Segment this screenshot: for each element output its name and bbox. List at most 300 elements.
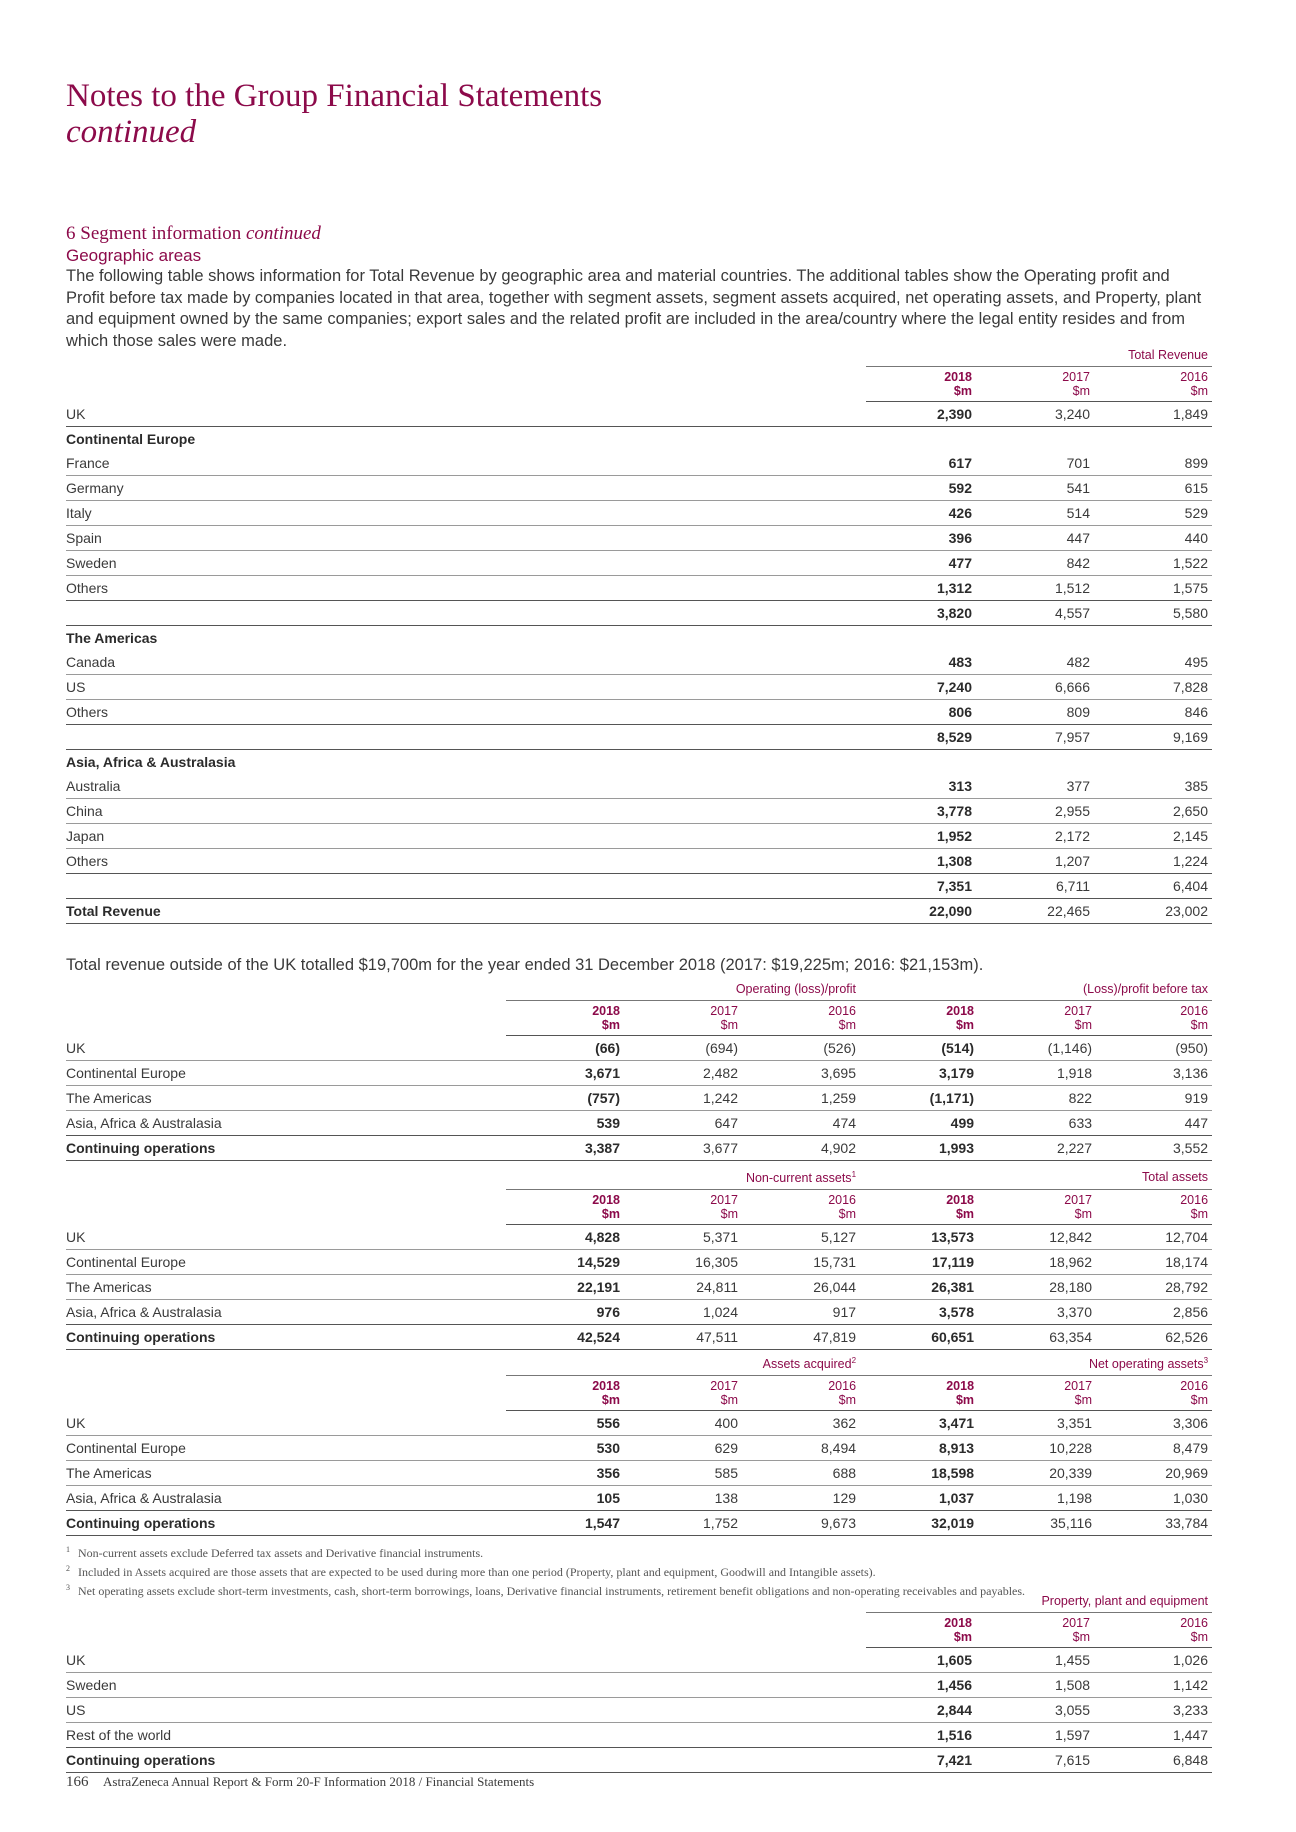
year-label: 2018 <box>592 1193 620 1208</box>
unit-label: $m <box>601 1393 620 1408</box>
cell-value: 615 <box>1094 476 1212 501</box>
year-label: 2016 <box>828 1004 857 1018</box>
cell-value: 62,526 <box>1096 1325 1212 1350</box>
table-row <box>66 774 1212 799</box>
cell-value: 3,370 <box>978 1300 1096 1325</box>
cell-value: (526) <box>742 1036 860 1061</box>
footnote-text: Net operating assets exclude short-term investments, cash, short-term borrowings, loans, Derivative financial instruments, retirement benefit obligations and non-operating receivables and payables. <box>78 1584 1026 1598</box>
cell-value: 2,390 <box>866 402 976 427</box>
group-label <box>860 1164 1212 1190</box>
cell-value: 3,820 <box>866 601 976 626</box>
table-row <box>66 1300 1212 1325</box>
footer-text: AstraZeneca Annual Report & Form 20-F Information 2018 / Financial Statements <box>103 1774 535 1789</box>
year-label: 2016 <box>1180 1616 1209 1630</box>
profit-table <box>66 978 1212 1161</box>
unit-label: $m <box>1072 1630 1090 1644</box>
cell-value: 362 <box>742 1411 860 1436</box>
cell-value: 647 <box>624 1111 742 1136</box>
year-label: 2016 <box>1180 370 1209 384</box>
row-label: France <box>66 451 866 476</box>
group-header-row <box>66 1164 1212 1190</box>
table-row <box>66 700 1212 725</box>
table-row <box>66 874 1212 899</box>
blank-cell <box>66 344 866 367</box>
cell-value: 3,387 <box>506 1136 624 1161</box>
page-title-main: Notes to the Group Financial Statements <box>66 78 603 114</box>
cell-value: 1,547 <box>506 1511 624 1536</box>
cell-value: 5,127 <box>742 1225 860 1250</box>
row-label: UK <box>66 1411 506 1436</box>
cell-value: 3,671 <box>506 1061 624 1086</box>
row-label: Continental Europe <box>66 1250 506 1275</box>
row-label: Asia, Africa & Australasia <box>66 1300 506 1325</box>
year-label: 2018 <box>946 1379 975 1394</box>
cell-value: 4,902 <box>742 1136 860 1161</box>
region-heading-row <box>66 626 1212 651</box>
cell-value: 26,044 <box>742 1275 860 1300</box>
cell-value: 396 <box>866 526 976 551</box>
region-heading-row <box>66 427 1212 452</box>
cell-value: 1,993 <box>860 1136 978 1161</box>
footnote-mark: 2 <box>851 1356 857 1365</box>
cell-value: 2,172 <box>976 824 1094 849</box>
cell-value: 2,482 <box>624 1061 742 1086</box>
group-label-text: Non-current assets <box>745 1171 852 1186</box>
year-label: 2017 <box>1064 1193 1093 1208</box>
cell-value: (1,146) <box>978 1036 1096 1061</box>
footnote <box>66 1542 1216 1561</box>
cell-value: 377 <box>976 774 1094 799</box>
table-row <box>66 1723 1212 1748</box>
row-label <box>66 601 866 626</box>
table-row <box>66 1511 1212 1536</box>
year-header <box>978 1190 1096 1225</box>
table-row <box>66 501 1212 526</box>
cell-value: 1,207 <box>976 849 1094 874</box>
region-heading: Asia, Africa & Australasia <box>66 754 236 770</box>
row-label: Continental Europe <box>66 1436 506 1461</box>
revenue-table <box>66 344 1212 924</box>
cell-value: 1,030 <box>1096 1486 1212 1511</box>
table-row <box>66 725 1212 750</box>
region-heading-row <box>66 750 1212 775</box>
cell-value: 3,552 <box>1096 1136 1212 1161</box>
cell-value: 3,578 <box>860 1300 978 1325</box>
cell-value: 22,090 <box>866 899 976 924</box>
cell-value: 22,465 <box>976 899 1094 924</box>
year-header <box>866 1613 976 1648</box>
unit-label: $m <box>720 1018 738 1032</box>
table-row <box>66 526 1212 551</box>
table-row <box>66 476 1212 501</box>
year-header <box>624 1190 742 1225</box>
cell-value: 7,828 <box>1094 675 1212 700</box>
cell-value: 8,479 <box>1096 1436 1212 1461</box>
cell-value: 529 <box>1094 501 1212 526</box>
group-header-row <box>66 344 1212 367</box>
cell-value: 617 <box>866 451 976 476</box>
table-row <box>66 1486 1212 1511</box>
table-row <box>66 1436 1212 1461</box>
blank-cell <box>66 1350 506 1376</box>
cell-value: 3,677 <box>624 1136 742 1161</box>
cell-value: 482 <box>976 650 1094 675</box>
table-row <box>66 1461 1212 1486</box>
year-header-row <box>66 1001 1212 1036</box>
table-row <box>66 402 1212 427</box>
year-label: 2017 <box>1062 1616 1090 1630</box>
row-label: UK <box>66 1225 506 1250</box>
cell-value: 2,145 <box>1094 824 1212 849</box>
row-label <box>66 725 866 750</box>
cell-value: 5,371 <box>624 1225 742 1250</box>
cell-value: 20,969 <box>1096 1461 1212 1486</box>
table-row <box>66 1275 1212 1300</box>
cell-value: 919 <box>1096 1086 1212 1111</box>
table-row <box>66 650 1212 675</box>
cell-value: 7,421 <box>866 1748 976 1773</box>
cell-value: 1,575 <box>1094 576 1212 601</box>
cell-value: 1,522 <box>1094 551 1212 576</box>
unit-label: $m <box>1190 1207 1209 1222</box>
region-heading: Continental Europe <box>66 427 1212 452</box>
cell-value: 3,351 <box>978 1411 1096 1436</box>
cell-value: 1,312 <box>866 576 976 601</box>
cell-value: 592 <box>866 476 976 501</box>
row-label: UK <box>66 1648 866 1673</box>
cell-value: 10,228 <box>978 1436 1096 1461</box>
blank-cell <box>66 978 506 1001</box>
year-label: 2018 <box>944 370 972 384</box>
group-label-text: Assets acquired <box>762 1357 852 1372</box>
year-header <box>506 1376 624 1411</box>
cell-value: (694) <box>624 1036 742 1061</box>
year-header <box>1094 367 1212 402</box>
cell-value: 822 <box>978 1086 1096 1111</box>
cell-value: 846 <box>1094 700 1212 725</box>
year-header <box>742 1190 860 1225</box>
cell-value: 1,516 <box>866 1723 976 1748</box>
table-row <box>66 1325 1212 1350</box>
unit-label: $m <box>1190 1393 1209 1408</box>
subheading: Geographic areas <box>66 246 202 265</box>
row-label: The Americas <box>66 1086 506 1111</box>
year-label: 2016 <box>1180 1193 1209 1208</box>
table-row <box>66 1061 1212 1086</box>
ppe-table <box>66 1590 1212 1773</box>
row-label: UK <box>66 1036 506 1061</box>
cell-value: 1,259 <box>742 1086 860 1111</box>
footnote-text: Non-current assets exclude Deferred tax assets and Derivative financial instruments. <box>78 1546 484 1560</box>
year-label: 2018 <box>946 1193 975 1208</box>
blank-cell <box>66 1613 866 1648</box>
year-header <box>742 1376 860 1411</box>
table-row <box>66 899 1212 924</box>
cell-value: 7,351 <box>866 874 976 899</box>
table-row <box>66 551 1212 576</box>
row-label: Rest of the world <box>66 1723 866 1748</box>
cell-value: 60,651 <box>860 1325 978 1350</box>
blank-cell <box>66 1001 506 1036</box>
footnote-mark: 1 <box>851 1170 857 1179</box>
acquired-table <box>66 1350 1212 1536</box>
cell-value: 541 <box>976 476 1094 501</box>
cell-value: (514) <box>860 1036 978 1061</box>
blank-cell <box>66 1590 866 1613</box>
footnote-mark: 2 <box>66 1564 70 1573</box>
cell-value: 2,856 <box>1096 1300 1212 1325</box>
table-row <box>66 1648 1212 1673</box>
cell-value: 385 <box>1094 774 1212 799</box>
year-header <box>506 1190 624 1225</box>
cell-value: 530 <box>506 1436 624 1461</box>
cell-value: (1,171) <box>860 1086 978 1111</box>
cell-value: 8,529 <box>866 725 976 750</box>
row-label: Canada <box>66 650 866 675</box>
table-row <box>66 1225 1212 1250</box>
table-row <box>66 1411 1212 1436</box>
page-title <box>66 78 602 150</box>
unit-label: $m <box>1190 1018 1209 1032</box>
cell-value: 688 <box>742 1461 860 1486</box>
cell-value: 20,339 <box>978 1461 1096 1486</box>
year-label: 2017 <box>710 1379 738 1394</box>
row-label: China <box>66 799 866 824</box>
cell-value: 1,198 <box>978 1486 1096 1511</box>
cell-value: 28,792 <box>1096 1275 1212 1300</box>
cell-value: 9,673 <box>742 1511 860 1536</box>
group-label-text: Operating (loss)/profit <box>735 982 857 996</box>
row-label: Italy <box>66 501 866 526</box>
cell-value: 26,381 <box>860 1275 978 1300</box>
cell-value: 356 <box>506 1461 624 1486</box>
cell-value: 483 <box>866 650 976 675</box>
table-row <box>66 1748 1212 1773</box>
cell-value: 806 <box>866 700 976 725</box>
cell-value: 899 <box>1094 451 1212 476</box>
cell-value: 3,136 <box>1096 1061 1212 1086</box>
cell-value: 3,695 <box>742 1061 860 1086</box>
cell-value: 400 <box>624 1411 742 1436</box>
year-label: 2016 <box>828 1379 857 1394</box>
cell-value: 426 <box>866 501 976 526</box>
year-header <box>976 367 1094 402</box>
year-label: 2018 <box>592 1379 620 1394</box>
intro-block <box>66 223 1212 352</box>
cell-value: 1,447 <box>1094 1723 1212 1748</box>
cell-value: 4,557 <box>976 601 1094 626</box>
year-header-row <box>66 1376 1212 1411</box>
cell-value: 2,844 <box>866 1698 976 1723</box>
row-label: Asia, Africa & Australasia <box>66 1486 506 1511</box>
cell-value: 976 <box>506 1300 624 1325</box>
row-label: Continuing operations <box>66 1136 506 1161</box>
cell-value: 447 <box>976 526 1094 551</box>
cell-value: 3,233 <box>1094 1698 1212 1723</box>
row-label: Continuing operations <box>66 1325 506 1350</box>
cell-value: 18,174 <box>1096 1250 1212 1275</box>
cell-value: 28,180 <box>978 1275 1096 1300</box>
page-footer <box>66 1774 534 1791</box>
table-row <box>66 1111 1212 1136</box>
cell-value: 447 <box>1096 1111 1212 1136</box>
cell-value: 42,524 <box>506 1325 624 1350</box>
row-label: Spain <box>66 526 866 551</box>
cell-value: 633 <box>978 1111 1096 1136</box>
cell-value: 7,240 <box>866 675 976 700</box>
year-label: 2016 <box>1180 1379 1209 1394</box>
cell-value: 18,598 <box>860 1461 978 1486</box>
cell-value: (757) <box>506 1086 624 1111</box>
year-header <box>624 1001 742 1036</box>
group-header-row <box>66 1590 1212 1613</box>
cell-value: (66) <box>506 1036 624 1061</box>
group-label: Property, plant and equipment <box>866 1590 1212 1613</box>
unit-label: $m <box>955 1207 975 1222</box>
cell-value: 1,752 <box>624 1511 742 1536</box>
cell-value: 32,019 <box>860 1511 978 1536</box>
year-header <box>1094 1613 1212 1648</box>
cell-value: 1,849 <box>1094 402 1212 427</box>
footnote-text: Included in Assets acquired are those assets that are expected to be used during more than one period (Property, plant and equipment, Goodwill and Intangible assets). <box>78 1565 876 1579</box>
row-label: Australia <box>66 774 866 799</box>
cell-value: 105 <box>506 1486 624 1511</box>
unit-label: $m <box>838 1207 857 1222</box>
cell-value: 556 <box>506 1411 624 1436</box>
cell-value: 63,354 <box>978 1325 1096 1350</box>
cell-value: 1,605 <box>866 1648 976 1673</box>
group-label-text: (Loss)/profit before tax <box>1082 982 1209 996</box>
year-label: 2016 <box>1180 1004 1209 1018</box>
group-header-row <box>66 1350 1212 1376</box>
table-row <box>66 675 1212 700</box>
cell-value: 138 <box>624 1486 742 1511</box>
footnote-mark: 3 <box>1203 1356 1209 1365</box>
cell-value: 22,191 <box>506 1275 624 1300</box>
year-label: 2017 <box>1064 1379 1093 1394</box>
table-row <box>66 1036 1212 1061</box>
row-label: Sweden <box>66 551 866 576</box>
row-label <box>66 874 866 899</box>
table-row <box>66 1086 1212 1111</box>
cell-value: 1,308 <box>866 849 976 874</box>
year-label: 2017 <box>1064 1004 1093 1018</box>
group-label-text: Net operating assets <box>1088 1357 1204 1372</box>
year-label: 2017 <box>1062 370 1090 384</box>
year-header <box>624 1376 742 1411</box>
cell-value: 35,116 <box>978 1511 1096 1536</box>
year-header <box>860 1376 978 1411</box>
cell-value: 1,142 <box>1094 1673 1212 1698</box>
cell-value: 3,471 <box>860 1411 978 1436</box>
group-label <box>506 978 860 1001</box>
row-label: Japan <box>66 824 866 849</box>
cell-value: 1,024 <box>624 1300 742 1325</box>
footnote-mark: 3 <box>66 1583 70 1592</box>
year-header <box>860 1001 978 1036</box>
cell-value: 1,242 <box>624 1086 742 1111</box>
cell-value: 3,778 <box>866 799 976 824</box>
section-title-suffix: continued <box>245 223 321 244</box>
year-header-row <box>66 1190 1212 1225</box>
group-label <box>506 1350 860 1376</box>
cell-value: 495 <box>1094 650 1212 675</box>
cell-value: 7,615 <box>976 1748 1094 1773</box>
year-header-row <box>66 1613 1212 1648</box>
table-row <box>66 1250 1212 1275</box>
unit-label: $m <box>601 1207 620 1222</box>
cell-value: 701 <box>976 451 1094 476</box>
unit-label: $m <box>955 1393 975 1408</box>
row-label: Sweden <box>66 1673 866 1698</box>
group-header-row <box>66 978 1212 1001</box>
year-label: 2017 <box>710 1193 738 1208</box>
cell-value: 6,404 <box>1094 874 1212 899</box>
cell-value: 1,918 <box>978 1061 1096 1086</box>
year-header <box>866 367 976 402</box>
cell-value: 477 <box>866 551 976 576</box>
row-label: Others <box>66 700 866 725</box>
unit-label: $m <box>1074 1393 1093 1408</box>
year-label: 2018 <box>592 1004 620 1018</box>
year-header <box>978 1001 1096 1036</box>
group-label: Total Revenue <box>866 344 1212 367</box>
cell-value: 499 <box>860 1111 978 1136</box>
unit-label: $m <box>1074 1018 1093 1032</box>
blank-cell <box>66 367 866 402</box>
year-header-row <box>66 367 1212 402</box>
row-label: Total Revenue <box>66 899 866 924</box>
cell-value: 1,455 <box>976 1648 1094 1673</box>
table-row <box>66 1673 1212 1698</box>
cell-value: 1,952 <box>866 824 976 849</box>
cell-value: 1,512 <box>976 576 1094 601</box>
row-label: Continuing operations <box>66 1748 866 1773</box>
row-label: Continuing operations <box>66 1511 506 1536</box>
cell-value: 1,456 <box>866 1673 976 1698</box>
section-title <box>66 223 1212 245</box>
table-row <box>66 799 1212 824</box>
table-row <box>66 849 1212 874</box>
cell-value: 629 <box>624 1436 742 1461</box>
unit-label: $m <box>1072 384 1090 398</box>
table-row <box>66 824 1212 849</box>
year-label: 2017 <box>710 1004 738 1018</box>
unit-label: $m <box>838 1018 857 1032</box>
cell-value: 13,573 <box>860 1225 978 1250</box>
table-row <box>66 1698 1212 1723</box>
cell-value: 809 <box>976 700 1094 725</box>
cell-value: 8,494 <box>742 1436 860 1461</box>
unit-label: $m <box>1074 1207 1093 1222</box>
cell-value: 917 <box>742 1300 860 1325</box>
table-row <box>66 576 1212 601</box>
table-row <box>66 1136 1212 1161</box>
year-header <box>506 1001 624 1036</box>
footnote-mark: 1 <box>66 1545 70 1554</box>
cell-value: 474 <box>742 1111 860 1136</box>
cell-value: 3,055 <box>976 1698 1094 1723</box>
cell-value: (950) <box>1096 1036 1212 1061</box>
cell-value: 33,784 <box>1096 1511 1212 1536</box>
cell-value: 842 <box>976 551 1094 576</box>
cell-value: 6,711 <box>976 874 1094 899</box>
cell-value: 23,002 <box>1094 899 1212 924</box>
cell-value: 1,508 <box>976 1673 1094 1698</box>
unit-label: $m <box>953 384 972 398</box>
row-label: The Americas <box>66 1461 506 1486</box>
blank-cell <box>66 1190 506 1225</box>
